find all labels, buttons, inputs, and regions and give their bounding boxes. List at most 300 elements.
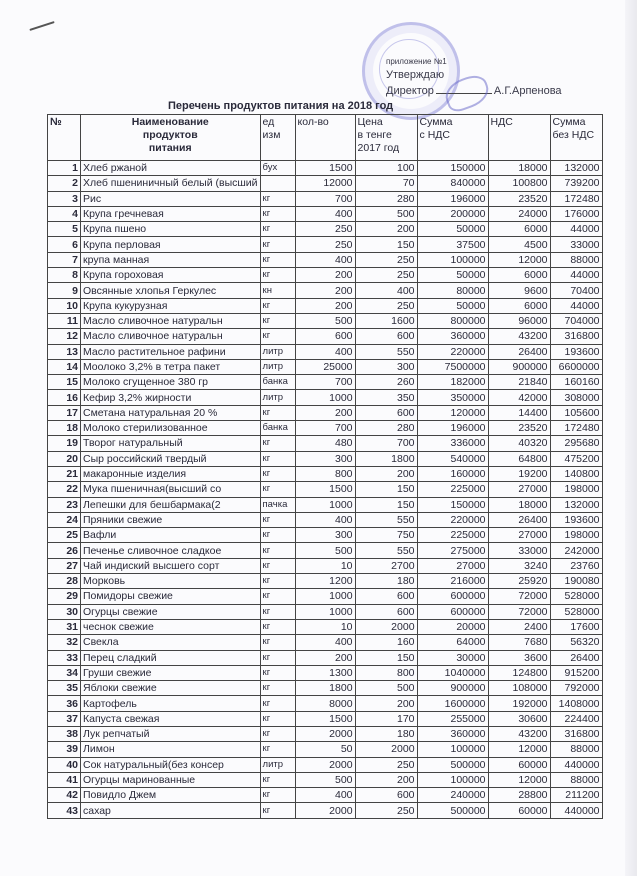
pen-mark [29, 21, 54, 31]
unit-cell: кг [260, 772, 295, 787]
price-cell: 550 [355, 512, 417, 527]
sum-without-vat-cell: 211200 [550, 788, 602, 803]
product-name-cell: Крупа гороховая [81, 268, 261, 283]
price-cell: 1800 [355, 451, 417, 466]
sum-without-vat-cell: 6600000 [550, 359, 602, 374]
row-number-cell: 28 [48, 574, 81, 589]
row-number-cell: 23 [48, 497, 81, 512]
vat-cell: 30600 [488, 711, 550, 726]
unit-cell: кг [260, 788, 295, 803]
sum-without-vat-cell: 140800 [550, 466, 602, 481]
quantity-cell: 1000 [295, 497, 355, 512]
product-name-cell: Огурцы маринованные [81, 772, 261, 787]
position-label: Директор [386, 85, 434, 97]
sum-with-vat-cell: 50000 [417, 222, 488, 237]
product-name-cell: Рис [81, 191, 261, 206]
sum-without-vat-cell: 440000 [550, 757, 602, 772]
quantity-cell: 2000 [295, 726, 355, 741]
vat-cell: 40320 [488, 436, 550, 451]
quantity-cell: 400 [295, 344, 355, 359]
table-row [48, 574, 603, 589]
unit-cell: кг [260, 604, 295, 619]
sum-without-vat-cell: 440000 [550, 803, 602, 818]
vat-cell: 23520 [488, 191, 550, 206]
table-row [48, 604, 603, 619]
vat-cell: 12000 [488, 772, 550, 787]
product-name-cell: Молоко сгущенное 380 гр [81, 375, 261, 390]
product-name-cell: Масло сливочное натуральн [81, 329, 261, 344]
sum-with-vat-cell: 1040000 [417, 665, 488, 680]
vat-cell: 43200 [488, 726, 550, 741]
table-row [48, 375, 603, 390]
unit-cell: кг [260, 512, 295, 527]
price-cell: 600 [355, 604, 417, 619]
price-cell: 250 [355, 298, 417, 313]
vat-cell: 60000 [488, 757, 550, 772]
price-cell: 550 [355, 344, 417, 359]
sum-with-vat-cell: 120000 [417, 405, 488, 420]
quantity-cell: 200 [295, 650, 355, 665]
sum-with-vat-cell: 255000 [417, 711, 488, 726]
vat-cell: 96000 [488, 313, 550, 328]
product-name-cell: Мука пшеничная(высший со [81, 482, 261, 497]
price-cell: 600 [355, 405, 417, 420]
vat-cell: 33000 [488, 543, 550, 558]
product-name-cell: Крупа перловая [81, 237, 261, 252]
table-row [48, 252, 603, 267]
header-net: Сумма без НДС [550, 115, 602, 161]
sum-with-vat-cell: 182000 [417, 375, 488, 390]
price-cell: 250 [355, 268, 417, 283]
sum-with-vat-cell: 275000 [417, 543, 488, 558]
vat-cell: 21840 [488, 375, 550, 390]
product-name-cell: Огурцы свежие [81, 604, 261, 619]
sum-with-vat-cell: 220000 [417, 512, 488, 527]
sum-with-vat-cell: 360000 [417, 726, 488, 741]
table-row [48, 191, 603, 206]
unit-cell: литр [260, 757, 295, 772]
price-cell: 2700 [355, 558, 417, 573]
quantity-cell: 480 [295, 436, 355, 451]
vat-cell: 900000 [488, 359, 550, 374]
product-name-cell: Повидло Джем [81, 788, 261, 803]
vat-cell: 9600 [488, 283, 550, 298]
quantity-cell: 400 [295, 512, 355, 527]
row-number-cell: 9 [48, 283, 81, 298]
table-row [48, 589, 603, 604]
price-cell: 150 [355, 482, 417, 497]
price-cell: 2000 [355, 742, 417, 757]
product-name-cell: Сметана натуральная 20 % [81, 405, 261, 420]
unit-cell: кг [260, 558, 295, 573]
sum-without-vat-cell: 193600 [550, 512, 602, 527]
quantity-cell: 400 [295, 252, 355, 267]
unit-cell: кг [260, 252, 295, 267]
price-cell: 180 [355, 574, 417, 589]
table-row [48, 803, 603, 818]
unit-cell: кг [260, 268, 295, 283]
vat-cell: 12000 [488, 742, 550, 757]
products-table [47, 114, 603, 819]
table-row [48, 635, 603, 650]
product-name-cell: Молоко стерилизованное [81, 421, 261, 436]
quantity-cell: 50 [295, 742, 355, 757]
unit-cell: кг [260, 313, 295, 328]
table-row [48, 543, 603, 558]
table-row [48, 222, 603, 237]
product-name-cell: Масло сливочное натуральн [81, 313, 261, 328]
sum-without-vat-cell: 224400 [550, 711, 602, 726]
sum-with-vat-cell: 225000 [417, 528, 488, 543]
quantity-cell: 500 [295, 313, 355, 328]
product-name-cell: Пряники свежие [81, 512, 261, 527]
vat-cell: 19200 [488, 466, 550, 481]
quantity-cell: 300 [295, 528, 355, 543]
table-row [48, 329, 603, 344]
unit-cell [260, 176, 295, 191]
unit-cell: кг [260, 191, 295, 206]
header-sum: Сумма с НДС [417, 115, 488, 161]
sum-with-vat-cell: 360000 [417, 329, 488, 344]
vat-cell: 6000 [488, 298, 550, 313]
sum-with-vat-cell: 196000 [417, 191, 488, 206]
price-cell: 200 [355, 466, 417, 481]
sum-with-vat-cell: 37500 [417, 237, 488, 252]
row-number-cell: 35 [48, 681, 81, 696]
price-cell: 250 [355, 803, 417, 818]
row-number-cell: 33 [48, 650, 81, 665]
sum-with-vat-cell: 1600000 [417, 696, 488, 711]
quantity-cell: 12000 [295, 176, 355, 191]
price-cell: 200 [355, 222, 417, 237]
product-name-cell: Помидоры свежие [81, 589, 261, 604]
vat-cell: 43200 [488, 329, 550, 344]
table-row [48, 757, 603, 772]
quantity-cell: 700 [295, 191, 355, 206]
quantity-cell: 1000 [295, 604, 355, 619]
vat-cell: 7680 [488, 635, 550, 650]
product-name-cell: Творог натуральный [81, 436, 261, 451]
price-cell: 500 [355, 681, 417, 696]
price-cell: 150 [355, 497, 417, 512]
sum-without-vat-cell: 316800 [550, 726, 602, 741]
sum-with-vat-cell: 7500000 [417, 359, 488, 374]
row-number-cell: 26 [48, 543, 81, 558]
table-row [48, 206, 603, 221]
header-num: № [48, 115, 81, 161]
vat-cell: 192000 [488, 696, 550, 711]
product-name-cell: чеснок свежие [81, 619, 261, 634]
quantity-cell: 500 [295, 772, 355, 787]
sum-with-vat-cell: 50000 [417, 298, 488, 313]
sum-without-vat-cell: 528000 [550, 604, 602, 619]
vat-cell: 72000 [488, 589, 550, 604]
price-cell: 180 [355, 726, 417, 741]
unit-cell: кг [260, 589, 295, 604]
quantity-cell: 10 [295, 619, 355, 634]
product-name-cell: сахар [81, 803, 261, 818]
price-cell: 70 [355, 176, 417, 191]
price-cell: 550 [355, 543, 417, 558]
unit-cell: кг [260, 711, 295, 726]
sum-without-vat-cell: 88000 [550, 252, 602, 267]
row-number-cell: 20 [48, 451, 81, 466]
sum-with-vat-cell: 30000 [417, 650, 488, 665]
row-number-cell: 2 [48, 176, 81, 191]
table-row [48, 665, 603, 680]
row-number-cell: 10 [48, 298, 81, 313]
vat-cell: 3600 [488, 650, 550, 665]
vat-cell: 108000 [488, 681, 550, 696]
sum-with-vat-cell: 80000 [417, 283, 488, 298]
unit-cell: литр [260, 344, 295, 359]
row-number-cell: 34 [48, 665, 81, 680]
quantity-cell: 1200 [295, 574, 355, 589]
sum-without-vat-cell: 198000 [550, 528, 602, 543]
table-row [48, 359, 603, 374]
vat-cell: 124800 [488, 665, 550, 680]
quantity-cell: 500 [295, 543, 355, 558]
product-name-cell: Картофель [81, 696, 261, 711]
vat-cell: 18000 [488, 161, 550, 176]
unit-cell: кг [260, 726, 295, 741]
table-row [48, 283, 603, 298]
price-cell: 400 [355, 283, 417, 298]
vat-cell: 25920 [488, 574, 550, 589]
sum-without-vat-cell: 528000 [550, 589, 602, 604]
row-number-cell: 25 [48, 528, 81, 543]
quantity-cell: 400 [295, 635, 355, 650]
sum-without-vat-cell: 132000 [550, 497, 602, 512]
unit-cell: кг [260, 329, 295, 344]
unit-cell: кг [260, 436, 295, 451]
sum-without-vat-cell: 17600 [550, 619, 602, 634]
row-number-cell: 32 [48, 635, 81, 650]
unit-cell: банка [260, 421, 295, 436]
vat-cell: 18000 [488, 497, 550, 512]
quantity-cell: 400 [295, 206, 355, 221]
quantity-cell: 1500 [295, 482, 355, 497]
unit-cell: пачка [260, 497, 295, 512]
sum-without-vat-cell: 704000 [550, 313, 602, 328]
row-number-cell: 24 [48, 512, 81, 527]
table-row [48, 711, 603, 726]
row-number-cell: 40 [48, 757, 81, 772]
row-number-cell: 31 [48, 619, 81, 634]
vat-cell: 3240 [488, 558, 550, 573]
quantity-cell: 2000 [295, 757, 355, 772]
unit-cell: литр [260, 390, 295, 405]
product-name-cell: Сок натуральный(без консер [81, 757, 261, 772]
sum-with-vat-cell: 150000 [417, 497, 488, 512]
row-number-cell: 15 [48, 375, 81, 390]
row-number-cell: 21 [48, 466, 81, 481]
sum-without-vat-cell: 56320 [550, 635, 602, 650]
sum-without-vat-cell: 915200 [550, 665, 602, 680]
table-row [48, 405, 603, 420]
product-name-cell: Крупа гречневая [81, 206, 261, 221]
sum-with-vat-cell: 216000 [417, 574, 488, 589]
sum-with-vat-cell: 600000 [417, 589, 488, 604]
sum-with-vat-cell: 200000 [417, 206, 488, 221]
sum-without-vat-cell: 190080 [550, 574, 602, 589]
sum-without-vat-cell: 316800 [550, 329, 602, 344]
price-cell: 600 [355, 589, 417, 604]
product-name-cell: Лимон [81, 742, 261, 757]
quantity-cell: 1500 [295, 711, 355, 726]
product-name-cell: макаронные изделия [81, 466, 261, 481]
vat-cell: 60000 [488, 803, 550, 818]
sum-without-vat-cell: 242000 [550, 543, 602, 558]
vat-cell: 27000 [488, 482, 550, 497]
row-number-cell: 11 [48, 313, 81, 328]
sum-with-vat-cell: 220000 [417, 344, 488, 359]
product-name-cell: Хлеб пшениничный белый (высший [81, 176, 261, 191]
table-row [48, 344, 603, 359]
row-number-cell: 22 [48, 482, 81, 497]
product-name-cell: Перец сладкий [81, 650, 261, 665]
product-name-cell: Капуста свежая [81, 711, 261, 726]
row-number-cell: 27 [48, 558, 81, 573]
unit-cell: кг [260, 650, 295, 665]
sum-without-vat-cell: 105600 [550, 405, 602, 420]
row-number-cell: 1 [48, 161, 81, 176]
unit-cell: кг [260, 466, 295, 481]
sum-without-vat-cell: 295680 [550, 436, 602, 451]
price-cell: 350 [355, 390, 417, 405]
sum-with-vat-cell: 500000 [417, 757, 488, 772]
row-number-cell: 19 [48, 436, 81, 451]
table-row [48, 558, 603, 573]
quantity-cell: 250 [295, 237, 355, 252]
price-cell: 1600 [355, 313, 417, 328]
table-row [48, 161, 603, 176]
price-cell: 700 [355, 436, 417, 451]
row-number-cell: 17 [48, 405, 81, 420]
row-number-cell: 37 [48, 711, 81, 726]
row-number-cell: 41 [48, 772, 81, 787]
sum-with-vat-cell: 840000 [417, 176, 488, 191]
product-name-cell: Яблоки свежие [81, 681, 261, 696]
product-name-cell: Овсянные хлопья Геркулес [81, 283, 261, 298]
product-name-cell: Крупа кукурузная [81, 298, 261, 313]
table-row [48, 497, 603, 512]
sum-without-vat-cell: 739200 [550, 176, 602, 191]
row-number-cell: 43 [48, 803, 81, 818]
quantity-cell: 700 [295, 375, 355, 390]
sum-with-vat-cell: 20000 [417, 619, 488, 634]
product-name-cell: Хлеб ржаной [81, 161, 261, 176]
row-number-cell: 38 [48, 726, 81, 741]
price-cell: 250 [355, 757, 417, 772]
table-row [48, 466, 603, 481]
unit-cell: кг [260, 482, 295, 497]
price-cell: 500 [355, 206, 417, 221]
row-number-cell: 6 [48, 237, 81, 252]
vat-cell: 2400 [488, 619, 550, 634]
sum-without-vat-cell: 44000 [550, 222, 602, 237]
table-row [48, 528, 603, 543]
price-cell: 100 [355, 161, 417, 176]
unit-cell: кг [260, 222, 295, 237]
product-name-cell: Груши свежие [81, 665, 261, 680]
header-name: Наименование продуктов питания [81, 115, 261, 161]
price-cell: 600 [355, 329, 417, 344]
product-name-cell: Свекла [81, 635, 261, 650]
unit-cell: кг [260, 237, 295, 252]
sum-without-vat-cell: 176000 [550, 206, 602, 221]
product-name-cell: Крупа пшено [81, 222, 261, 237]
product-name-cell: крупа манная [81, 252, 261, 267]
sum-without-vat-cell: 70400 [550, 283, 602, 298]
page-edge [625, 0, 637, 876]
price-cell: 170 [355, 711, 417, 726]
vat-cell: 64800 [488, 451, 550, 466]
table-row [48, 482, 603, 497]
sum-without-vat-cell: 160160 [550, 375, 602, 390]
product-name-cell: Морковь [81, 574, 261, 589]
unit-cell: кг [260, 528, 295, 543]
table-row [48, 650, 603, 665]
attachment-label: приложение №1 [386, 57, 447, 66]
quantity-cell: 1800 [295, 681, 355, 696]
quantity-cell: 250 [295, 222, 355, 237]
price-cell: 150 [355, 237, 417, 252]
vat-cell: 100800 [488, 176, 550, 191]
table-row [48, 390, 603, 405]
table-row [48, 451, 603, 466]
quantity-cell: 700 [295, 421, 355, 436]
quantity-cell: 1500 [295, 161, 355, 176]
vat-cell: 72000 [488, 604, 550, 619]
sum-with-vat-cell: 540000 [417, 451, 488, 466]
sum-without-vat-cell: 44000 [550, 298, 602, 313]
product-name-cell: Вафли [81, 528, 261, 543]
header-unit: ед изм [260, 115, 295, 161]
sum-with-vat-cell: 900000 [417, 681, 488, 696]
sum-with-vat-cell: 100000 [417, 742, 488, 757]
quantity-cell: 800 [295, 466, 355, 481]
sum-with-vat-cell: 100000 [417, 772, 488, 787]
quantity-cell: 1000 [295, 390, 355, 405]
header-qty: кол-во [295, 115, 355, 161]
unit-cell: кг [260, 681, 295, 696]
quantity-cell: 400 [295, 788, 355, 803]
sum-with-vat-cell: 336000 [417, 436, 488, 451]
unit-cell: кг [260, 696, 295, 711]
vat-cell: 26400 [488, 512, 550, 527]
table-row [48, 176, 603, 191]
vat-cell: 23520 [488, 421, 550, 436]
table-row [48, 742, 603, 757]
product-name-cell: Кефир 3,2% жирности [81, 390, 261, 405]
product-name-cell: Печенье сливочное сладкое [81, 543, 261, 558]
sum-without-vat-cell: 475200 [550, 451, 602, 466]
sum-without-vat-cell: 23760 [550, 558, 602, 573]
quantity-cell: 200 [295, 268, 355, 283]
vat-cell: 6000 [488, 268, 550, 283]
sum-with-vat-cell: 150000 [417, 161, 488, 176]
price-cell: 260 [355, 375, 417, 390]
quantity-cell: 200 [295, 405, 355, 420]
vat-cell: 28800 [488, 788, 550, 803]
quantity-cell: 8000 [295, 696, 355, 711]
unit-cell: кг [260, 635, 295, 650]
quantity-cell: 200 [295, 298, 355, 313]
vat-cell: 27000 [488, 528, 550, 543]
table-row [48, 696, 603, 711]
table-body [48, 161, 603, 819]
